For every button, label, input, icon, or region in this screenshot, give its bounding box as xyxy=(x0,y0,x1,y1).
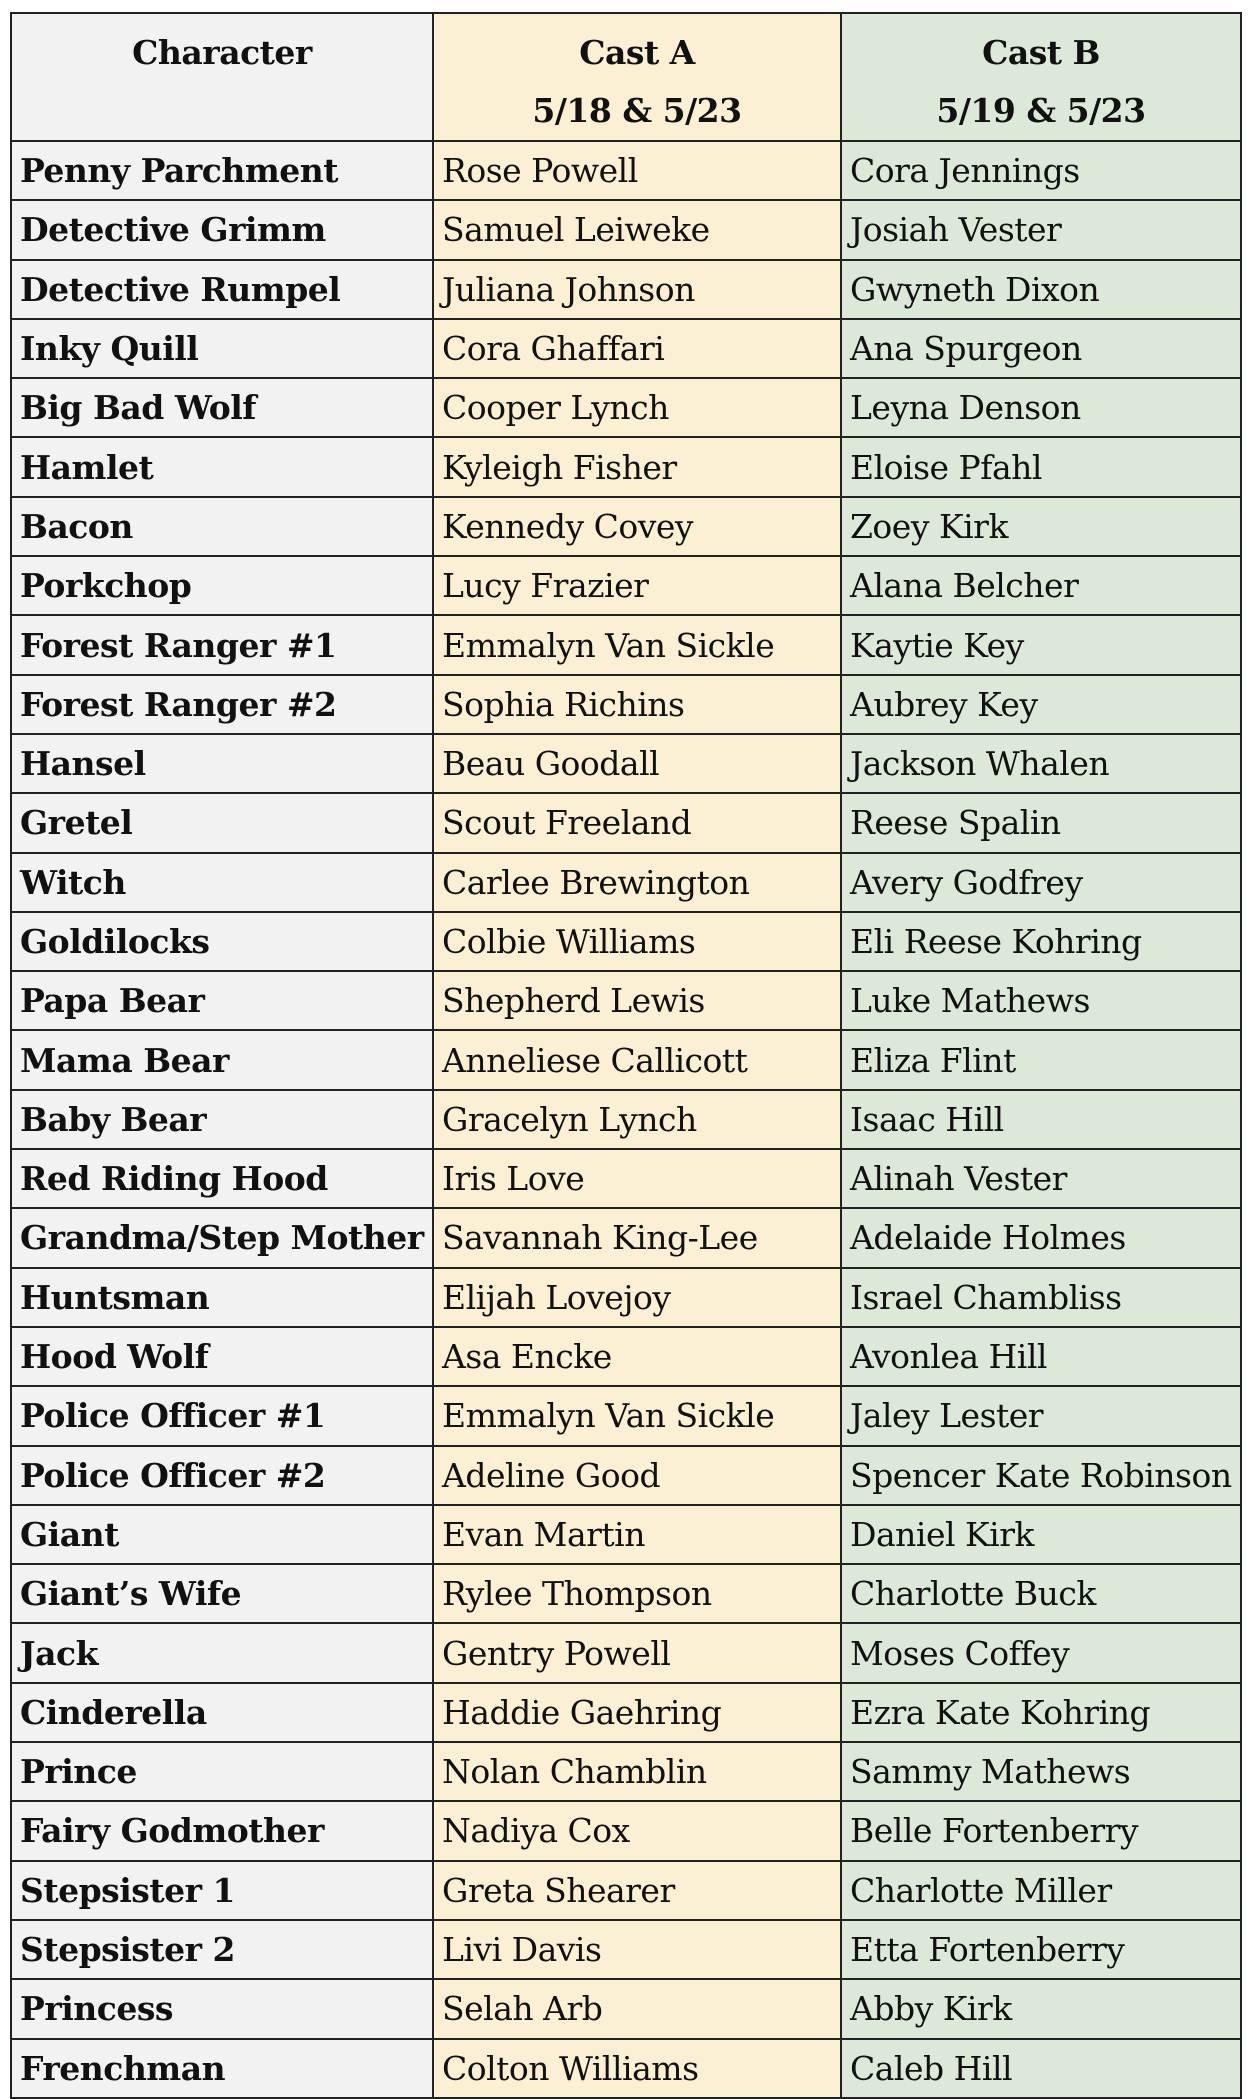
table-row xyxy=(11,1564,1241,1623)
cast-b-cell: Eloise Pfahl xyxy=(841,437,1241,496)
cast-a-cell: Juliana Johnson xyxy=(433,260,841,319)
table-row xyxy=(11,912,1241,971)
cast-b-cell: Luke Mathews xyxy=(841,971,1241,1030)
cast-a-cell: Asa Encke xyxy=(433,1327,841,1386)
character-cell: Frenchman xyxy=(11,2039,433,2098)
character-cell: Bacon xyxy=(11,497,433,556)
character-cell: Forest Ranger #1 xyxy=(11,615,433,674)
table-row xyxy=(11,497,1241,556)
cast-a-cell: Nolan Chamblin xyxy=(433,1742,841,1801)
table-header xyxy=(11,13,1241,141)
character-cell: Cinderella xyxy=(11,1683,433,1742)
cast-a-cell: Livi Davis xyxy=(433,1920,841,1979)
table-row xyxy=(11,615,1241,674)
cast-a-cell: Rylee Thompson xyxy=(433,1564,841,1623)
cast-b-cell: Spencer Kate Robinson xyxy=(841,1446,1241,1505)
cast-b-cell: Caleb Hill xyxy=(841,2039,1241,2098)
character-cell: Penny Parchment xyxy=(11,141,433,200)
character-cell: Big Bad Wolf xyxy=(11,378,433,437)
cast-a-cell: Carlee Brewington xyxy=(433,853,841,912)
character-cell: Prince xyxy=(11,1742,433,1801)
character-cell: Giant’s Wife xyxy=(11,1564,433,1623)
character-cell: Witch xyxy=(11,853,433,912)
cast-b-cell: Leyna Denson xyxy=(841,378,1241,437)
header-cast-a xyxy=(433,13,841,141)
cast-a-cell: Cora Ghaffari xyxy=(433,319,841,378)
header-character-label: Character xyxy=(132,33,312,72)
table-body xyxy=(11,141,1241,2098)
cast-a-cell: Anneliese Callicott xyxy=(433,1030,841,1089)
cast-a-cell: Kyleigh Fisher xyxy=(433,437,841,496)
cast-a-cell: Cooper Lynch xyxy=(433,378,841,437)
character-cell: Detective Rumpel xyxy=(11,260,433,319)
table-row xyxy=(11,1268,1241,1327)
table-row xyxy=(11,1979,1241,2038)
character-cell: Hamlet xyxy=(11,437,433,496)
cast-a-cell: Elijah Lovejoy xyxy=(433,1268,841,1327)
table-row xyxy=(11,378,1241,437)
cast-b-cell: Etta Fortenberry xyxy=(841,1920,1241,1979)
character-cell: Goldilocks xyxy=(11,912,433,971)
table-row xyxy=(11,437,1241,496)
character-cell: Porkchop xyxy=(11,556,433,615)
cast-a-cell: Iris Love xyxy=(433,1149,841,1208)
cast-a-cell: Shepherd Lewis xyxy=(433,971,841,1030)
cast-a-cell: Greta Shearer xyxy=(433,1861,841,1920)
cast-a-cell: Samuel Leiweke xyxy=(433,200,841,259)
cast-a-cell: Haddie Gaehring xyxy=(433,1683,841,1742)
cast-b-cell: Josiah Vester xyxy=(841,200,1241,259)
cast-b-cell: Eli Reese Kohring xyxy=(841,912,1241,971)
cast-b-cell: Ana Spurgeon xyxy=(841,319,1241,378)
table-row xyxy=(11,141,1241,200)
table-row xyxy=(11,1030,1241,1089)
cast-b-cell: Abby Kirk xyxy=(841,1979,1241,2038)
character-cell: Hansel xyxy=(11,734,433,793)
cast-a-cell: Savannah King-Lee xyxy=(433,1208,841,1267)
character-cell: Inky Quill xyxy=(11,319,433,378)
character-cell: Baby Bear xyxy=(11,1090,433,1149)
cast-b-cell: Kaytie Key xyxy=(841,615,1241,674)
character-cell: Giant xyxy=(11,1505,433,1564)
cast-b-cell: Charlotte Miller xyxy=(841,1861,1241,1920)
character-cell: Fairy Godmother xyxy=(11,1801,433,1860)
cast-a-cell: Sophia Richins xyxy=(433,675,841,734)
cast-b-cell: Isaac Hill xyxy=(841,1090,1241,1149)
cast-a-cell: Kennedy Covey xyxy=(433,497,841,556)
cast-a-cell: Beau Goodall xyxy=(433,734,841,793)
character-cell: Papa Bear xyxy=(11,971,433,1030)
table-row xyxy=(11,1386,1241,1445)
table-row xyxy=(11,319,1241,378)
table-row xyxy=(11,556,1241,615)
character-cell: Forest Ranger #2 xyxy=(11,675,433,734)
cast-b-cell: Jackson Whalen xyxy=(841,734,1241,793)
character-cell: Detective Grimm xyxy=(11,200,433,259)
character-cell: Police Officer #1 xyxy=(11,1386,433,1445)
header-cast-b xyxy=(841,13,1241,141)
character-cell: Stepsister 1 xyxy=(11,1861,433,1920)
table-row xyxy=(11,793,1241,852)
cast-b-cell: Daniel Kirk xyxy=(841,1505,1241,1564)
table-row xyxy=(11,2039,1241,2098)
cast-b-cell: Aubrey Key xyxy=(841,675,1241,734)
character-cell: Gretel xyxy=(11,793,433,852)
header-row xyxy=(11,13,1241,141)
cast-a-cell: Scout Freeland xyxy=(433,793,841,852)
character-cell: Princess xyxy=(11,1979,433,2038)
cast-b-cell: Jaley Lester xyxy=(841,1386,1241,1445)
cast-a-cell: Colbie Williams xyxy=(433,912,841,971)
table-row xyxy=(11,675,1241,734)
cast-a-cell: Emmalyn Van Sickle xyxy=(433,615,841,674)
table-row xyxy=(11,1742,1241,1801)
cast-b-cell: Avery Godfrey xyxy=(841,853,1241,912)
table-row xyxy=(11,1861,1241,1920)
character-cell: Hood Wolf xyxy=(11,1327,433,1386)
cast-b-cell: Ezra Kate Kohring xyxy=(841,1683,1241,1742)
cast-b-cell: Zoey Kirk xyxy=(841,497,1241,556)
table-row xyxy=(11,1801,1241,1860)
table-row xyxy=(11,1920,1241,1979)
cast-b-cell: Eliza Flint xyxy=(841,1030,1241,1089)
cast-b-cell: Avonlea Hill xyxy=(841,1327,1241,1386)
table-row xyxy=(11,971,1241,1030)
cast-b-cell: Cora Jennings xyxy=(841,141,1241,200)
cast-b-cell: Alinah Vester xyxy=(841,1149,1241,1208)
header-cast-a-name: Cast A xyxy=(579,33,695,72)
character-cell: Huntsman xyxy=(11,1268,433,1327)
cast-b-cell: Israel Chambliss xyxy=(841,1268,1241,1327)
cast-b-cell: Gwyneth Dixon xyxy=(841,260,1241,319)
table-row xyxy=(11,853,1241,912)
table-row xyxy=(11,1090,1241,1149)
table-row xyxy=(11,1683,1241,1742)
cast-b-cell: Charlotte Buck xyxy=(841,1564,1241,1623)
cast-b-cell: Reese Spalin xyxy=(841,793,1241,852)
header-character xyxy=(11,13,433,141)
cast-a-cell: Gracelyn Lynch xyxy=(433,1090,841,1149)
cast-b-cell: Alana Belcher xyxy=(841,556,1241,615)
cast-a-cell: Colton Williams xyxy=(433,2039,841,2098)
header-cast-b-name: Cast B xyxy=(982,33,1100,72)
cast-b-cell: Belle Fortenberry xyxy=(841,1801,1241,1860)
table-row xyxy=(11,1446,1241,1505)
table-row xyxy=(11,260,1241,319)
cast-b-cell: Sammy Mathews xyxy=(841,1742,1241,1801)
cast-b-cell: Adelaide Holmes xyxy=(841,1208,1241,1267)
cast-b-cell: Moses Coffey xyxy=(841,1623,1241,1682)
character-cell: Police Officer #2 xyxy=(11,1446,433,1505)
cast-a-cell: Selah Arb xyxy=(433,1979,841,2038)
table-row xyxy=(11,1327,1241,1386)
cast-a-cell: Gentry Powell xyxy=(433,1623,841,1682)
header-cast-a-dates: 5/18 & 5/23 xyxy=(532,91,742,130)
character-cell: Jack xyxy=(11,1623,433,1682)
cast-a-cell: Emmalyn Van Sickle xyxy=(433,1386,841,1445)
table-row xyxy=(11,1208,1241,1267)
table-row xyxy=(11,200,1241,259)
header-cast-b-dates: 5/19 & 5/23 xyxy=(936,91,1146,130)
cast-a-cell: Nadiya Cox xyxy=(433,1801,841,1860)
character-cell: Stepsister 2 xyxy=(11,1920,433,1979)
character-cell: Mama Bear xyxy=(11,1030,433,1089)
character-cell: Grandma/Step Mother xyxy=(11,1208,433,1267)
cast-a-cell: Lucy Frazier xyxy=(433,556,841,615)
cast-a-cell: Adeline Good xyxy=(433,1446,841,1505)
table-row xyxy=(11,1505,1241,1564)
table-row xyxy=(11,734,1241,793)
table-row xyxy=(11,1149,1241,1208)
table-row xyxy=(11,1623,1241,1682)
cast-a-cell: Evan Martin xyxy=(433,1505,841,1564)
cast-a-cell: Rose Powell xyxy=(433,141,841,200)
character-cell: Red Riding Hood xyxy=(11,1149,433,1208)
cast-list-table xyxy=(10,12,1242,2099)
